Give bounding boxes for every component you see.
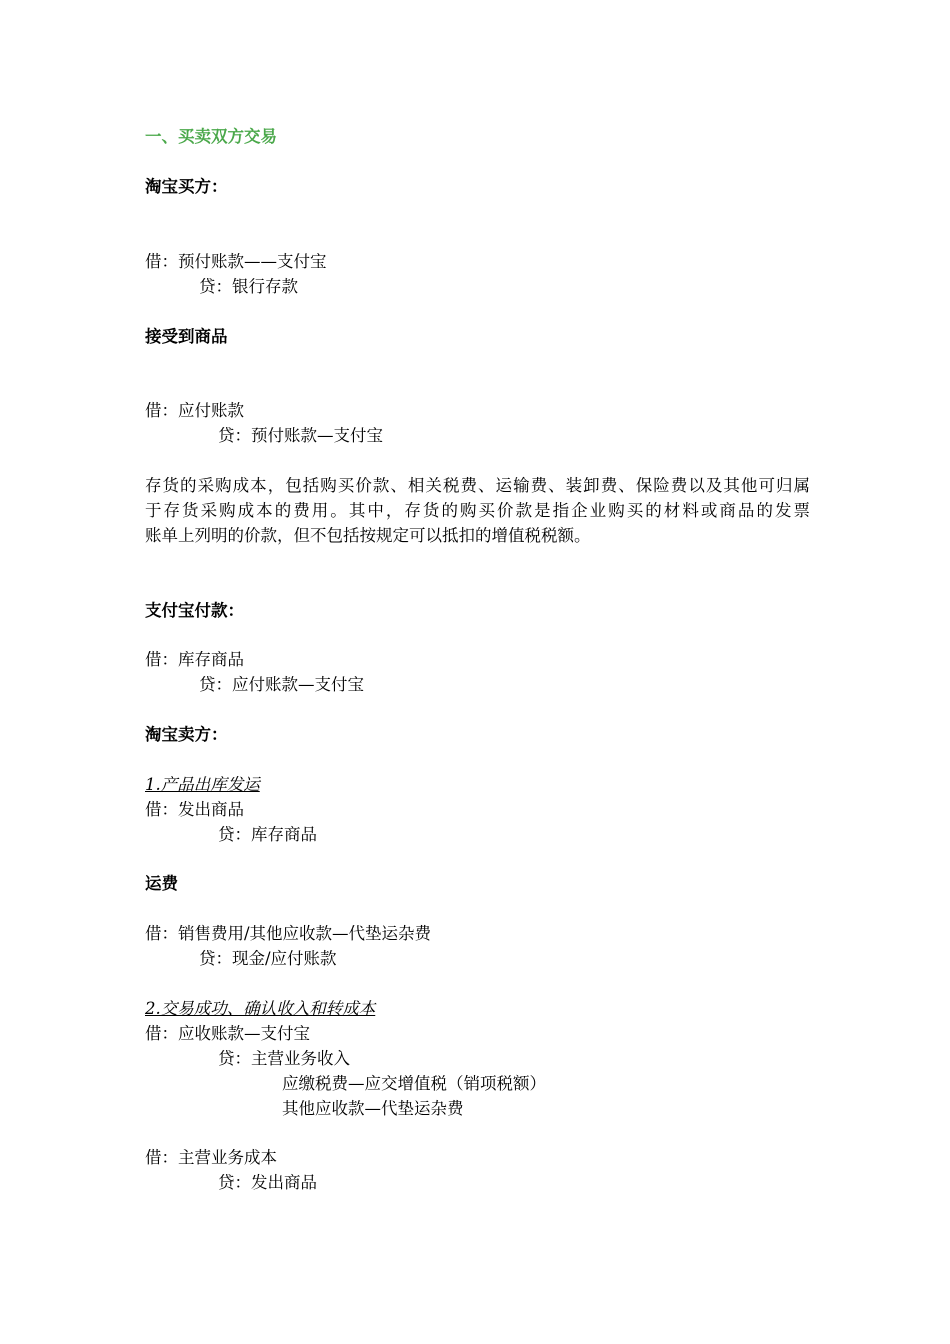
note-line: 存货的采购成本，包括购买价款、相关税费、运输费、装卸费、保险费以及其他可归属 [145,476,810,495]
buyer-entry1-debit: 借：预付账款——支付宝 [145,252,327,271]
seller-entry1-debit: 借：发出商品 [145,800,244,819]
seller-entry2-credit: 贷：现金/应付账款 [199,949,337,968]
buyer-entry3-debit: 借：库存商品 [145,650,244,669]
buyer-entry2-credit: 贷：预付账款—支付宝 [218,426,383,445]
seller-entry4-credit: 贷：发出商品 [218,1173,317,1192]
seller-entry3-credit3: 其他应收款—代垫运杂费 [282,1099,464,1118]
section-title: 一、买卖双方交易 [145,127,277,146]
buyer-entry3-credit: 贷：应付账款—支付宝 [199,675,364,694]
seller-title: 淘宝卖方： [145,725,228,744]
buyer-entry2-debit: 借：应付账款 [145,401,244,420]
buyer-title: 淘宝买方： [145,177,228,196]
inventory-cost-note [145,473,810,548]
buyer-entry1-credit: 贷：银行存款 [199,277,298,296]
note-line: 于存货采购成本的费用。其中，存货的购买价款是指企业购买的材料或商品的发票 [145,501,810,520]
alipay-payment-heading: 支付宝付款： [145,601,244,620]
seller-entry2-debit: 借：销售费用/其他应收款—代垫运杂费 [145,924,432,943]
seller-step1-title: 1.产品出库发运 [145,775,260,794]
seller-entry4-debit: 借：主营业务成本 [145,1148,277,1167]
receive-goods-heading: 接受到商品 [145,327,228,346]
seller-entry1-credit: 贷：库存商品 [218,825,317,844]
freight-heading: 运费 [145,874,178,893]
seller-entry3-credit2: 应缴税费—应交增值税（销项税额） [282,1074,546,1093]
seller-entry3-credit: 贷：主营业务收入 [218,1049,350,1068]
note-line: 账单上列明的价款，但不包括按规定可以抵扣的增值税税额。 [145,526,591,545]
seller-step2-title: 2.交易成功、确认收入和转成本 [145,999,376,1018]
seller-entry3-debit: 借：应收账款—支付宝 [145,1024,310,1043]
